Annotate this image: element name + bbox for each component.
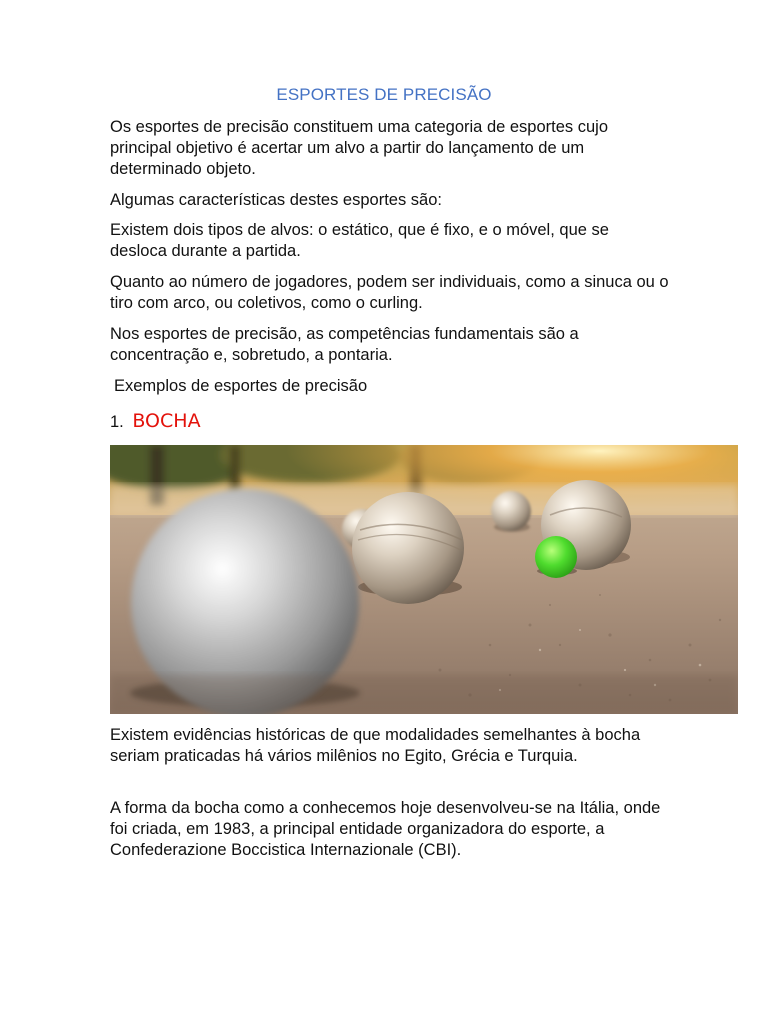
targets-paragraph: Existem dois tipos de alvos: o estático, que é fixo, e o móvel, que se desloca durante a partida. [110,221,609,260]
examples-heading: Exemplos de esportes de precisão [114,377,368,395]
italy-paragraph: A forma da bocha como a conhecemos hoje desenvolveu-se na Itália, onde foi criada, em 1983, a principal entidade organizadora do esporte, a Confederazione Boccistica Internazionale (CBI). [110,799,661,859]
intro-paragraph: Os esportes de precisão constituem uma categoria de esportes cujo principal objetivo é acertar um alvo a partir do lançamento de um determinado objeto. [110,118,609,178]
history-paragraph: Existem evidências históricas de que modalidades semelhantes à bocha seriam praticadas há vários milênios no Egito, Grécia e Turquia. [110,726,641,765]
players-paragraph: Quanto ao número de jogadores, podem ser individuais, como a sinuca ou o tiro com arco, ou coletivos, como o curling. [110,273,669,312]
skills-paragraph: Nos esportes de precisão, as competências fundamentais são a concentração e, sobretudo, a pontaria. [110,325,579,364]
characteristics-intro: Algumas características destes esportes são: [110,191,442,209]
list-item-bocha [110,408,201,435]
list-label: BOCHA [132,410,201,432]
list-number: 1. [110,413,124,431]
bocha-photo [110,445,738,714]
document-title: ESPORTES DE PRECISÃO [276,85,492,104]
